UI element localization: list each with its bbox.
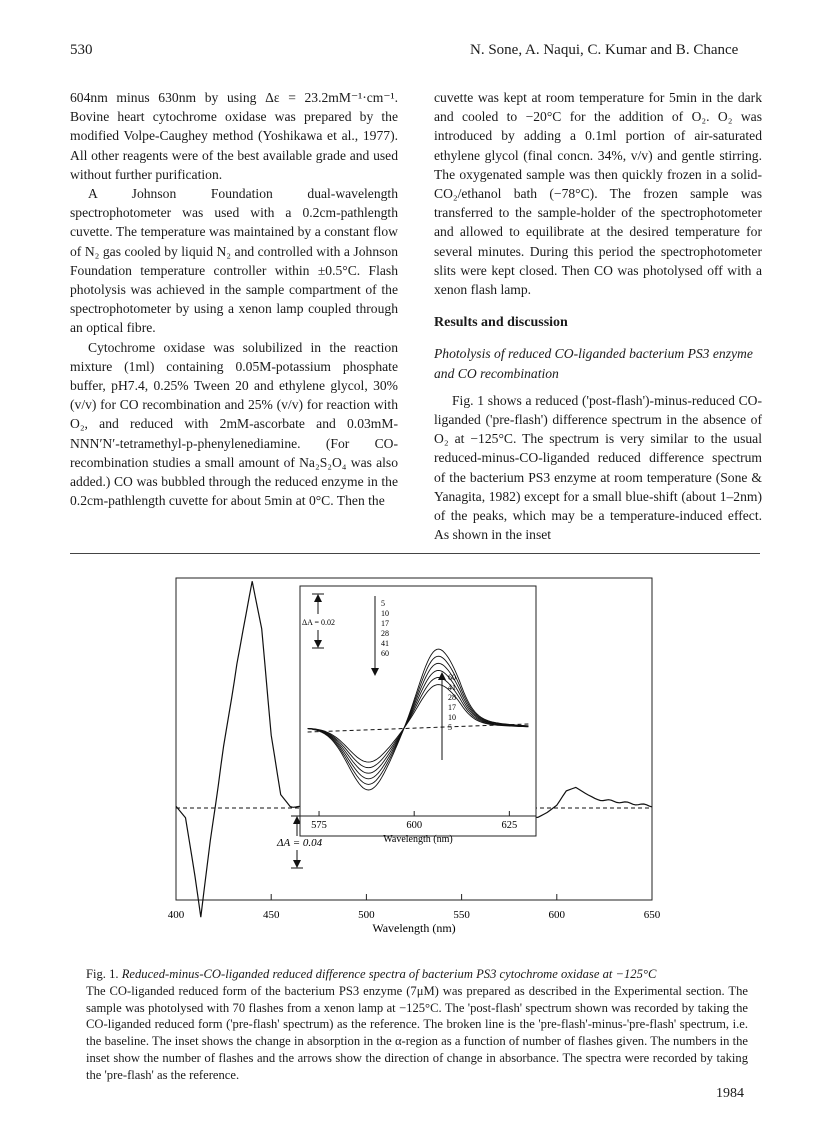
paragraph: 604nm minus 630nm by using Δε = 23.2mM⁻¹·cm⁻¹. Bovine heart cytochrome oxidase was prepared by the modified Volpe-Caughey method (Yoshikawa et al., 1977). All other reagents were of the best available grade and used without further purification. [70, 90, 398, 182]
flash-count-label: 60 [448, 673, 456, 682]
caption-title: Reduced-minus-CO-liganded reduced difference spectra of bacterium PS3 cytochrome oxidase at −125°C [121, 967, 657, 981]
paragraph: Cytochrome oxidase was solubilized in the reaction mixture (1ml) containing 0.05M-potassium phosphate buffer, pH7.4, 0.25% Tween 20 and ethylene glycol, 30% (v/v) for CO recombination and 25% (v/v) for reaction with O₂, and reduced with 2mM-ascorbate and 0.03mM-NNN′N′-tetramethyl-p-phenylenediamine. (For CO-recombination studies a small amount of Na₂S₂O₄ was also added.) CO was bubbled through the reduced enzyme in the 0.2cm-pathlength cuvette for about 5min at 0°C. Then the [70, 339, 398, 509]
flash-count-label: 10 [381, 609, 389, 618]
x-axis-ticks [176, 894, 652, 900]
inset-x-tick-label: 600 [406, 820, 423, 831]
paragraph: cuvette was kept at room temperature for 5min in the dark and cooled to −20°C for the addition of O₂. O₂ was introduced by adding a 0.1ml portion of air-saturated ethylene glycol (final concn. 34%, v/v) and gentle stirring. The oxygenated sample was then quickly frozen in a solid-CO₂/ethanol bath (−78°C). The frozen sample was transferred to the sample-holder of the spectrophotometer and allowed to equilibrate at the desired temperature for several minutes. During this period the spectrophotometer slits were kept closed. Then CO was photolysed off with a xenon flash lamp. [434, 90, 762, 298]
flash-count-label: 5 [448, 723, 452, 732]
flash-count-label: 10 [448, 713, 456, 722]
inset-x-tick-label: 575 [311, 820, 327, 831]
flash-count-label: 5 [381, 599, 385, 608]
caption-label: Fig. 1. [86, 967, 119, 981]
inset-frame [300, 586, 536, 836]
figure-caption [86, 966, 748, 1084]
flash-count-label: 41 [381, 639, 389, 648]
caption-body: The CO-liganded reduced form of the bacterium PS3 enzyme (7μM) was prepared as described in the Experimental section. The sample was photolysed with 70 flashes from a xenon lamp at −125°C. The 'post-flash' spectrum shown was recorded by taking the CO-liganded reduced form ('pre-flash' spectrum) as the reference. The broken line is the 'pre-flash'-minus-'pre-flash' spectrum, i.e. the baseline. The inset shows the change in absorption in the α-region as a function of number of flashes given. The numbers in the inset show the number of flashes and the arrows show the direction of change in absorbance. The spectra were recorded by taking the 'pre-flash' as the reference. [86, 983, 748, 1082]
x-tick-label: 450 [262, 909, 280, 921]
flash-count-label: 28 [448, 693, 456, 702]
right-column [434, 88, 762, 544]
inset-x-tick-label: 625 [501, 820, 518, 831]
footer-year: 1984 [716, 1086, 744, 1101]
flash-count-label: 17 [381, 619, 389, 628]
x-tick-label: 500 [358, 909, 375, 921]
inset-x-axis-label: Wavelength (nm) [383, 834, 453, 845]
x-tick-label: 650 [643, 909, 661, 921]
section-heading: Results and discussion [434, 315, 568, 331]
x-axis-label: Wavelength (nm) [372, 921, 456, 935]
running-head-authors: N. Sone, A. Naqui, C. Kumar and B. Chance [470, 42, 739, 58]
main-scale-label: ΔA = 0.04 [277, 837, 323, 849]
x-tick-label: 550 [453, 909, 470, 921]
flash-count-label: 60 [381, 649, 389, 658]
flash-count-label: 28 [381, 629, 389, 638]
inset-scale-label: ΔA = 0.02 [302, 618, 335, 627]
paragraph: A Johnson Foundation dual-wavelength spectrophotometer was used with a 0.2cm-pathlength cuvette. The temperature was maintained by a constant flow of N₂ gas cooled by liquid N₂ and controlled with a Johnson Foundation temperature controller within ±0.5°C. Flash photolysis was achieved in the sample compartment of the spectrophotometer by using a xenon lamp coupled through an optical fibre. [70, 186, 398, 336]
page-number: 530 [70, 42, 93, 58]
figure-separator [70, 553, 760, 554]
flash-count-label: 41 [448, 683, 456, 692]
subsection-heading: Photolysis of reduced CO-liganded bacterium PS3 enzyme and CO recombination [434, 346, 753, 381]
flash-count-label: 17 [448, 703, 456, 712]
x-tick-label: 600 [548, 909, 566, 921]
figure-1 [160, 570, 670, 960]
paragraph: Fig. 1 shows a reduced ('post-flash')-minus-reduced CO-liganded ('pre-flash') difference spectrum in the absence of O₂ at −125°C. The spectrum is very similar to the usual reduced-minus-CO-liganded reduced difference spectrum of the bacterium PS3 enzyme at room temperature (Sone & Yanagita, 1982) except for a small blue-shift (about 1–2nm) of the peaks, which may be a temperature-induced effect. As shown in the inset [434, 392, 762, 543]
x-tick-label: 400 [167, 909, 185, 921]
left-column [70, 88, 398, 510]
